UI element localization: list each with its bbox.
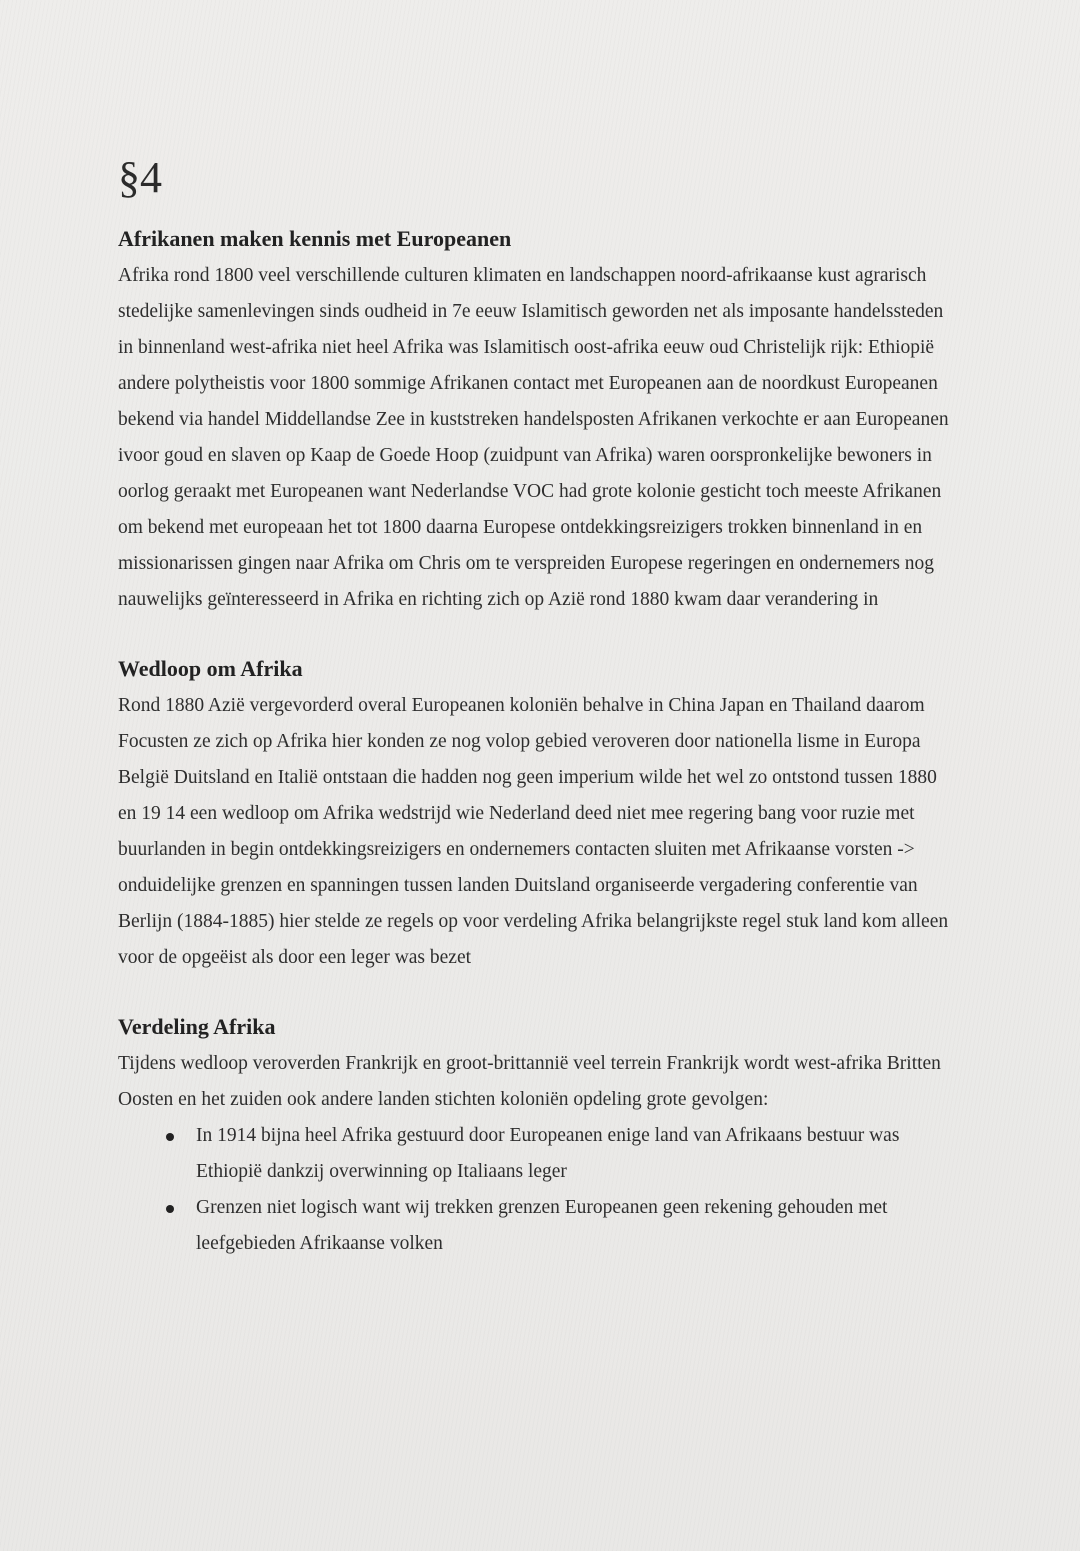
list-item xyxy=(166,1118,958,1190)
section-paragraph: Rond 1880 Azië vergevorderd overal Europeanen koloniën behalve in China Japan en Thailand daarom Focusten ze zich op Afrika hier konden ze nog volop gebied veroveren door nationella lisme in Europa België Duitsland en Italië ontstaan die hadden nog geen imperium wilde het wel zo ontstond tussen 1880 en 19 14 een wedloop om Afrika wedstrijd wie Nederland deed niet mee regering bang voor ruzie met buurlanden in begin ontdekkingsreizigers en ondernemers contacten sluiten met Afrikaanse vorsten -> onduidelijke grenzen en spanningen tussen landen Duitsland organiseerde vergadering conferentie van Berlijn (1884-1885) hier stelde ze regels op voor verdeling Afrika belangrijkste regel stuk land kom alleen voor de opgeëist als door een leger was bezet xyxy=(118,695,949,968)
list-item xyxy=(166,1190,958,1262)
bullet-list xyxy=(118,1118,958,1262)
section-heading: Verdeling Afrika xyxy=(118,1014,276,1039)
section-paragraph: Tijdens wedloop veroverden Frankrijk en groot-brittannië veel terrein Frankrijk wordt west-afrika Britten Oosten en het zuiden ook andere landen stichten koloniën opdeling grote gevolgen: xyxy=(118,1053,941,1110)
bullet-dot-icon xyxy=(166,1205,174,1213)
section-heading: Afrikanen maken kennis met Europeanen xyxy=(118,226,512,251)
section-number: §4 xyxy=(118,153,162,202)
list-item-text: Grenzen niet logisch want wij trekken grenzen Europeanen geen rekening gehouden met leefgebieden Afrikaanse volken xyxy=(196,1197,888,1254)
section-afrikanen-europeanen xyxy=(118,224,958,618)
section-paragraph: Afrika rond 1800 veel verschillende culturen klimaten en landschappen noord-afrikaanse kust agrarisch stedelijke samenlevingen sinds oudheid in 7e eeuw Islamitisch geworden net als imposante handelssteden in binnenland west-afrika niet heel Afrika was Islamitisch oost-afrika eeuw oud Christelijk rijk: Ethiopië andere polytheistis voor 1800 sommige Afrikanen contact met Europeanen aan de noordkust Europeanen bekend via handel Middellandse Zee in kuststreken handelsposten Afrikanen verkochte er aan Europeanen ivoor goud en slaven op Kaap de Goede Hoop (zuidpunt van Afrika) waren oorspronkelijke bewoners in oorlog geraakt met Europeanen want Nederlandse VOC had grote kolonie gesticht toch meeste Afrikanen om bekend met europeaan het tot 1800 daarna Europese ontdekkingsreizigers trokken binnenland in en missionarissen gingen naar Afrika om Chris om te verspreiden Europese regeringen en ondernemers nog nauwelijks geïnteresseerd in Afrika en richting zich op Azië rond 1880 kwam daar verandering in xyxy=(118,265,949,610)
section-verdeling-afrika xyxy=(118,1012,958,1262)
document-content xyxy=(118,150,958,1298)
section-wedloop-om-afrika xyxy=(118,654,958,976)
bullet-dot-icon xyxy=(166,1133,174,1141)
list-item-text: In 1914 bijna heel Afrika gestuurd door Europeanen enige land van Afrikaans bestuur was Ethiopië dankzij overwinning op Italiaans leger xyxy=(196,1125,900,1182)
section-heading: Wedloop om Afrika xyxy=(118,656,303,681)
